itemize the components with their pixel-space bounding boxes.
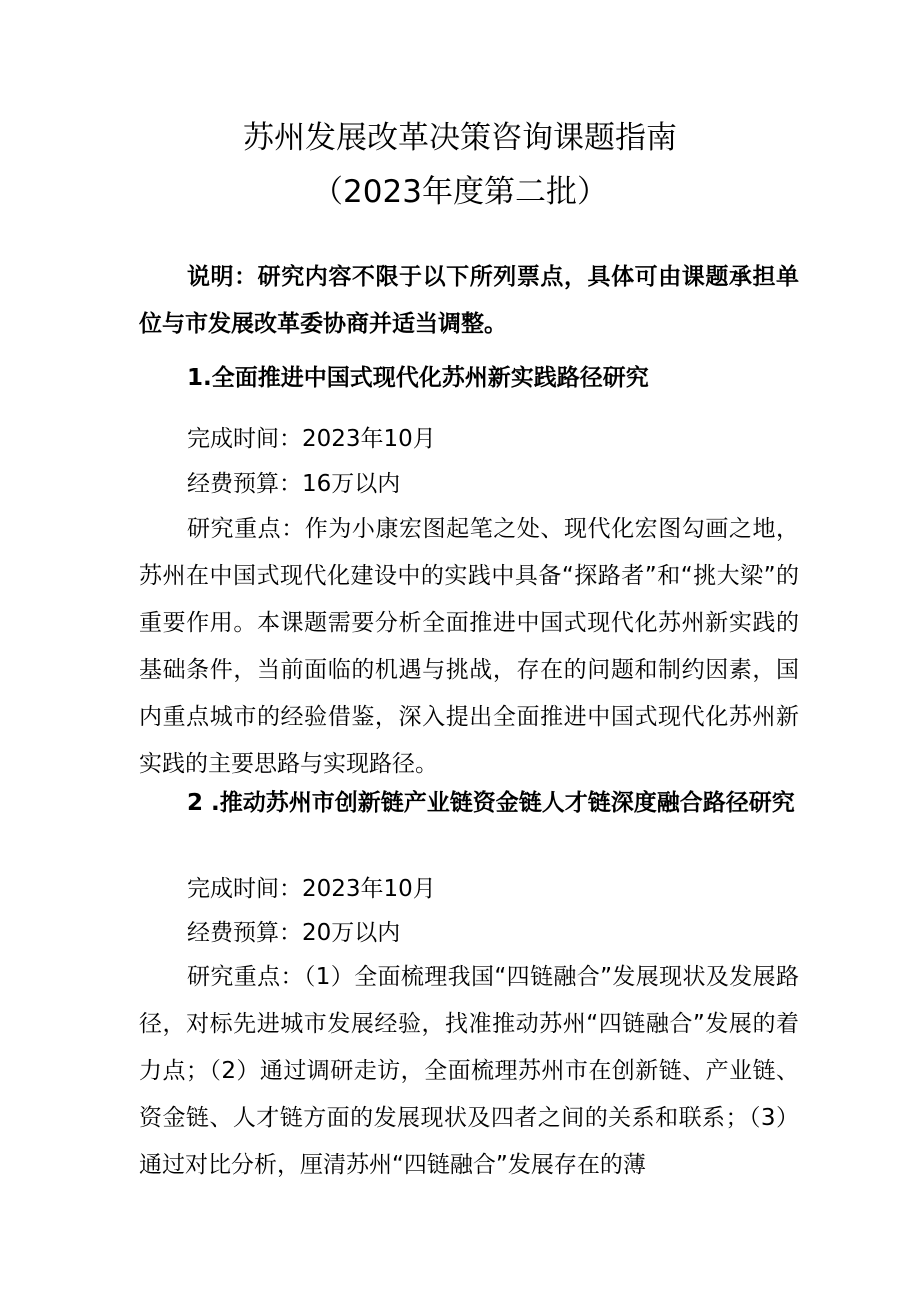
topic-1-heading: 1.全面推进中国式现代化苏州新实践路径研究 <box>187 365 649 391</box>
topic-1-completion-time: 完成时间：2023年10月 <box>187 426 436 452</box>
instruction-note: 说明：研究内容不限于以下所列票点，具体可由课题承担单位与市发展改革委协商并适当调整。 <box>139 264 799 337</box>
topic-2-completion-time: 完成时间：2023年10月 <box>187 876 436 902</box>
topic-2-budget: 经费预算：20万以内 <box>187 920 401 946</box>
document-title: 苏州发展改革决策咨询课题指南 <box>243 120 677 156</box>
topic-1-budget: 经费预算：16万以内 <box>187 471 401 497</box>
topic-2-heading: 2 .推动苏州市创新链产业链资金链人才链深度融合路径研究 <box>187 790 795 816</box>
topic-2-research-focus: 研究重点：（1）全面梳理我国“四链融合”发展现状及发展路径，对标先进城市发展经验，找准推动苏州“四链融合”发展的着力点；（2）通过调研走访，全面梳理苏州市在创新链、产业链、资金链、人才链方面的发展现状及四者之间的关系和联系；（3）通过对比分析，厘清苏州“四链融合”发展存在的薄 <box>139 964 799 1178</box>
document-subtitle: （2023年度第二批） <box>312 174 608 210</box>
topic-1-research-focus: 研究重点：作为小康宏图起笔之处、现代化宏图勾画之地，苏州在中国式现代化建设中的实践中具备“探路者”和“挑大梁”的重要作用。本课题需要分析全面推进中国式现代化苏州新实践的基础条件，当前面临的机遇与挑战，存在的问题和制约因素，国内重点城市的经验借鉴，深入提出全面推进中国式现代化苏州新实践的主要思路与实现路径。 <box>139 516 799 777</box>
